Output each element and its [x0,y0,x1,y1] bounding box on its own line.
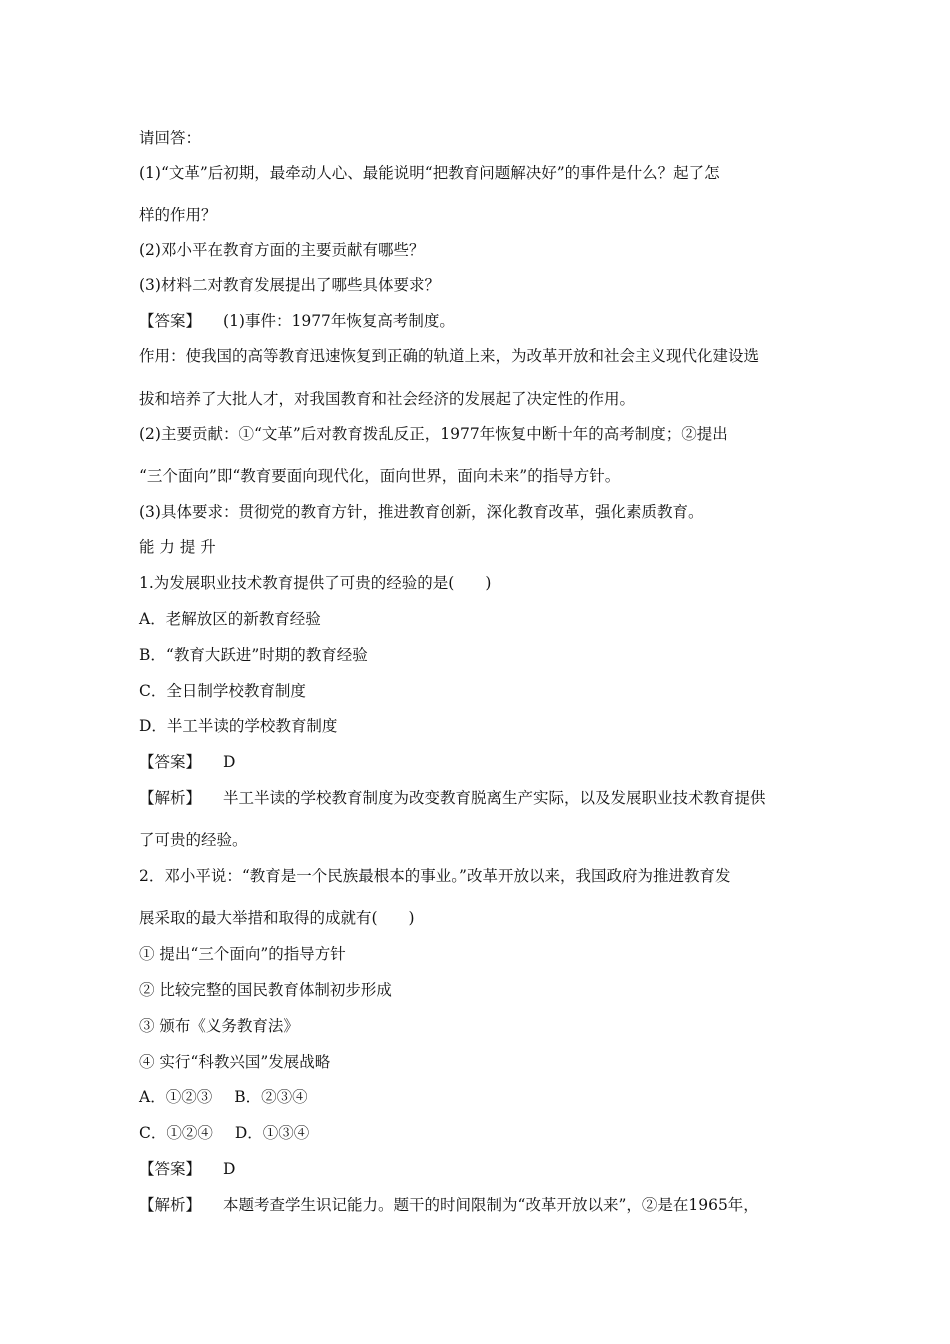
answer-value: D [223,1160,236,1178]
mcq-2-option-d: D．①③④ [234,1124,310,1142]
mcq-2-option-b: B．②③④ [234,1088,308,1106]
mcq-1-option-b: B．“教育大跃进”时期的教育经验 [139,646,368,664]
requirements-line: (3)具体要求：贯彻党的教育方针，推进教育创新，深化教育改革，强化素质教育。 [139,503,704,521]
mcq-2-item-2: ② 比较完整的国民教育体制初步形成 [139,981,392,999]
mcq-1-option-a: A．老解放区的新教育经验 [139,610,321,628]
mcq-1-option-c: C．全日制学校教育制度 [139,682,306,700]
mcq-2-item-1: ① 提出“三个面向”的指导方针 [139,945,346,963]
question-1-line-2: 样的作用？ [139,206,217,224]
mcq-1-stem: 1.为发展职业技术教育提供了可贵的经验的是( ) [139,574,492,592]
mcq-1-analysis [139,788,822,808]
mcq-1-analysis-cont: 了可贵的经验。 [139,831,248,849]
mcq-2-options-ab [139,1087,822,1107]
mcq-2-item-3: ③ 颁布《义务教育法》 [139,1017,299,1035]
mcq-2-stem-2: 展采取的最大举措和取得的成就有( ) [139,909,415,927]
answer-text: (1)事件：1977年恢复高考制度。 [223,312,455,330]
answer-label: 【答案】 [139,753,202,771]
contribution-line-1: (2)主要贡献：①“文革”后对教育拨乱反正，1977年恢复中断十年的高考制度；②提出 [139,425,728,443]
mcq-2-item-4: ④ 实行“科教兴国”发展战略 [139,1053,331,1071]
contribution-line-2: “三个面向”即“教育要面向现代化，面向世界，面向未来”的指导方针。 [139,467,621,485]
analysis-label: 【解析】 [139,1196,202,1214]
answer-value: D [223,753,236,771]
mcq-2-analysis [139,1195,822,1215]
effect-line-1: 作用：使我国的高等教育迅速恢复到正确的轨道上来，为改革开放和社会主义现代化建设选 [139,347,760,365]
mcq-1-answer [139,752,822,772]
answer-label: 【答案】 [139,312,202,330]
mcq-2-options-cd [139,1123,822,1143]
question-1-line-1: (1)“文革”后初期，最牵动人心、最能说明“把教育问题解决好”的事件是什么？起了怎 [139,164,720,182]
mcq-2-option-c: C．①②④ [139,1124,213,1142]
analysis-label: 【解析】 [139,789,202,807]
section-heading: 能 力 提 升 [139,538,216,556]
answer-label: 【答案】 [139,1160,202,1178]
question-2-line: (2)邓小平在教育方面的主要贡献有哪些？ [139,241,425,259]
answer-block-1 [139,311,822,331]
question-3-line: (3)材料二对教育发展提出了哪些具体要求？ [139,276,440,294]
effect-line-2: 拔和培养了大批人才，对我国教育和社会经济的发展起了决定性的作用。 [139,390,636,408]
mcq-2-stem-1: 2．邓小平说：“教育是一个民族最根本的事业。”改革开放以来，我国政府为推进教育发 [139,867,731,885]
mcq-1-option-d: D．半工半读的学校教育制度 [139,717,338,735]
mcq-2-option-a: A．①②③ [139,1088,213,1106]
mcq-2-answer [139,1159,822,1179]
analysis-text: 本题考查学生识记能力。题干的时间限制为“改革开放以来”，②是在1965年， [223,1196,759,1214]
analysis-text: 半工半读的学校教育制度为改变教育脱离生产实际，以及发展职业技术教育提供 [223,789,766,807]
prompt-line: 请回答： [139,129,202,147]
